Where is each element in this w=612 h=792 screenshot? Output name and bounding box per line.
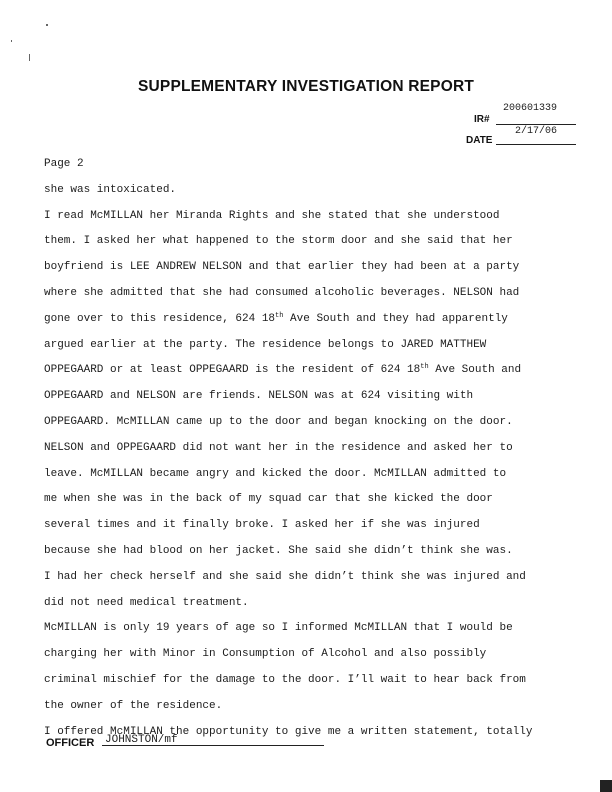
body-line: criminal mischief for the damage to the door. I’ll wait to hear back from: [44, 673, 526, 686]
body-line: argued earlier at the party. The residence belongs to JARED MATTHEW: [44, 338, 487, 351]
officer-label: OFFICER: [46, 737, 95, 749]
body-line: boyfriend is LEE ANDREW NELSON and that earlier they had been at a party: [44, 261, 520, 274]
body-line: NELSON and OPPEGAARD did not want her in the residence and asked her to: [44, 441, 513, 454]
body-line: I read McMILLAN her Miranda Rights and she stated that she understood: [44, 209, 500, 222]
body-line: did not need medical treatment.: [44, 596, 249, 609]
ir-underline: [496, 124, 576, 125]
body-line: she was intoxicated.: [44, 183, 177, 196]
ir-number: 200601339: [503, 103, 558, 114]
body-line: [44, 307, 579, 333]
body-line: leave. McMILLAN became angry and kicked the door. McMILLAN admitted to: [44, 467, 507, 480]
body-line: OPPEGAARD. McMILLAN came up to the door and began knocking on the door.: [44, 415, 513, 428]
ordinal-suffix: th: [275, 311, 284, 320]
scan-speck: [29, 54, 30, 61]
body-line: OPPEGAARD and NELSON are friends. NELSON was at 624 visiting with: [44, 390, 474, 403]
date-label: DATE: [466, 135, 493, 146]
body-line-segment: OPPEGAARD or at least OPPEGAARD is the resident of 624 18: [44, 364, 421, 377]
date-underline: [496, 144, 576, 145]
body-line-segment: Ave South and: [428, 364, 522, 377]
body-line: charging her with Minor in Consumption of Alcohol and also possibly: [44, 648, 487, 661]
date-value: 2/17/06: [515, 126, 558, 137]
report-body: [44, 152, 579, 745]
ordinal-suffix: th: [420, 363, 429, 372]
narrative-lines: [44, 178, 579, 746]
body-line: several times and it finally broke. I asked her if she was injured: [44, 519, 480, 532]
page-label: Page 2: [44, 158, 84, 170]
report-title: SUPPLEMENTARY INVESTIGATION REPORT: [137, 78, 475, 95]
body-line: McMILLAN is only 19 years of age so I informed McMILLAN that I would be: [44, 622, 513, 635]
scan-speck: [46, 24, 48, 26]
officer-value: JOHNSTON/mf: [105, 734, 178, 746]
officer-underline: [102, 745, 324, 746]
body-line: where she admitted that she had consumed alcoholic beverages. NELSON had: [44, 286, 520, 299]
body-line-segment: gone over to this residence, 624 18: [44, 312, 276, 325]
body-line-segment: Ave South and they had apparently: [283, 312, 508, 325]
body-line: because she had blood on her jacket. She said she didn’t think she was.: [44, 544, 513, 557]
scan-corner-mark: [600, 780, 612, 792]
body-line: me when she was in the back of my squad car that she kicked the door: [44, 493, 493, 506]
scan-speck: [11, 40, 12, 42]
body-line: the owner of the residence.: [44, 699, 223, 712]
body-line: I had her check herself and she said she didn’t think she was injured and: [44, 570, 526, 583]
body-line: them. I asked her what happened to the storm door and she said that her: [44, 235, 513, 248]
ir-label: IR#: [474, 114, 490, 125]
body-line: I offered McMILLAN the opportunity to give me a written statement, totally: [44, 725, 533, 738]
body-line: [44, 358, 579, 384]
